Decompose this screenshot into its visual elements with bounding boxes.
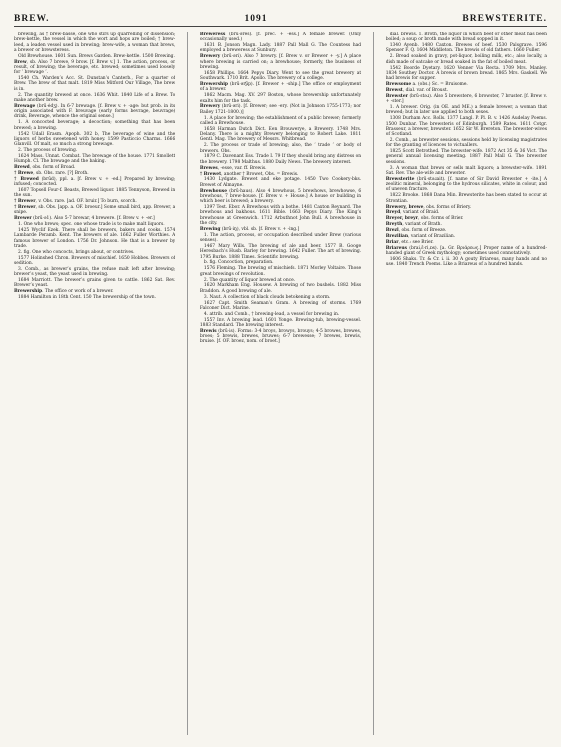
headword: Brewes xyxy=(199,165,218,171)
entry-text xyxy=(200,233,361,244)
headword: Brezl xyxy=(385,228,399,234)
entry-text xyxy=(386,54,547,65)
entry-text xyxy=(14,76,175,92)
entry-text xyxy=(386,193,547,204)
headword: Brewership xyxy=(14,289,43,295)
headword: Brewery xyxy=(199,54,221,60)
entry-text xyxy=(200,43,361,54)
headword: Brewst xyxy=(385,87,403,93)
entry-text xyxy=(386,32,547,43)
definition-text: 2. fig. One who concocts, brings about, or contrives. xyxy=(18,249,135,255)
definition-text: 1. A brewer. Orig. (in OE. and ME.) a female brewer, a woman that brewed; but in later use applied to both sexes. xyxy=(385,105,547,116)
definition-text: , another † Browet, Obs. = Brewis. xyxy=(221,171,299,177)
definition-text: 1. A place for brewing; the establishment of a public brewer; formerly called a Brewhouse. xyxy=(199,115,362,126)
definition-text: 1. A concocted beverage; a decoction; something that has been brewed; a brewing. xyxy=(14,120,176,131)
dictionary-entry xyxy=(386,246,547,257)
definition-text: 2. Bread soaked in gravy, pot-liquor, boiling milk, etc.; also locally, a dish made of oatcake or bread soaked in the fat of boiled meat. xyxy=(385,54,547,65)
definition-text: 1879 C. Davenant Ess. Trade I. 79 If they should bring any distress on the brewery. 1798 Malthus. 1880 Daily News. The brewery interest. xyxy=(199,154,362,165)
definition-text: (brū·ėdʒ). In 6-7 brewage. [f. Brew v. + -age: but prob. in its origin associated with F. breuvage (early forms bevrage, beuvrage) drink, Beverage, whence the original sense.] xyxy=(14,103,176,120)
dictionary-entry xyxy=(200,166,361,171)
definition-text: , obs. form of Broad. xyxy=(29,165,76,171)
entry-text xyxy=(14,154,175,165)
text-columns xyxy=(14,32,547,735)
headword: Breyer, breyr xyxy=(385,216,418,222)
dictionary-entry xyxy=(200,32,361,43)
page-number: 1091 xyxy=(244,14,268,24)
dictionary-entry xyxy=(200,104,361,115)
definition-text: 1557 Inv. A brewing lead. 1601 Yonge. Brewing-tub, brewing-vessel. 1883 Standard. The brewing interest. xyxy=(199,317,362,328)
definition-text: , obs. form of Breeze. xyxy=(398,228,447,234)
definition-text: 2. The quantity of liquor brewed at once. xyxy=(203,277,296,283)
entry-text xyxy=(14,120,175,131)
column-middle xyxy=(200,32,361,735)
headword: † Brewer xyxy=(14,199,36,205)
definition-text: , sb. Also 7 brewe, 9 brow. [f. Brew v.] 1. The action, process, or result, of brewing; the beverage, etc. brewed; sometimes used loosely for ‘ brewage ’. xyxy=(14,59,176,76)
dictionary-entry xyxy=(386,205,547,210)
headword: Brewsterite xyxy=(385,176,415,182)
definition-text: (brū·ərės). [f. prec. + -ess.] A female brewer. (Only occasionally used.) xyxy=(199,32,362,43)
definition-text: (brū·iŋ), vbl. sb. [f. Brew v. + -ing.] xyxy=(220,226,300,232)
definition-text: , sb. Obs. [app. a. OF. broeur.] Some small bird, app. Brewer, a snipe. xyxy=(14,205,176,216)
dictionary-entry xyxy=(200,329,361,345)
entry-text xyxy=(200,116,361,127)
entry-text xyxy=(200,154,361,165)
definition-text: , -esse, var. ff. Brewis. xyxy=(217,165,267,171)
entry-text xyxy=(200,71,361,82)
definition-text: dial. brewis. 1. Broth, the liquor in which beef or other meat has been boiled; a soup or broth made with bread sopped in it. xyxy=(385,32,547,43)
definition-text: (brūd), ppl. a. [f. Brew v. + -ed.] Prepared by brewing; infused; concocted. xyxy=(14,176,176,188)
dictionary-entry xyxy=(386,222,547,227)
entry-text xyxy=(200,295,361,300)
dictionary-entry xyxy=(386,82,547,87)
definition-text: , etc.: see Brier. xyxy=(398,239,434,245)
entry-text xyxy=(386,149,547,165)
definition-text: 1627 Capt. Smith Seaman’s Gram. A brewing of storms. 1769 Falconer Dict. Marine. xyxy=(199,300,362,311)
headword: † Brewed xyxy=(14,176,39,182)
dictionary-entry xyxy=(386,94,547,105)
headword: † Brewer xyxy=(14,205,36,211)
entry-text xyxy=(386,116,547,137)
definition-text: . The office or work of a brewer. xyxy=(42,289,114,295)
definition-text: 1425 Wyclif Ezek. There shall be brewers, bakers and cooks. 1574 Lambarde Peramb. Kent. The brewers of ale. 1662 Fuller Worthies. A famous brewer of London. 1756 Dr. Johnson. He that is a brewer by trade. xyxy=(14,228,176,249)
definition-text: 1577 Holinshed Chron. Brewers of mischief. 1650 Hobbes. Brewers of sedition. xyxy=(14,255,176,267)
headword: Brewd xyxy=(14,165,30,171)
entry-text xyxy=(14,250,175,255)
page-header xyxy=(14,12,547,27)
entry-text xyxy=(200,177,361,188)
definition-text: 1607 Topsell Four-f. Beasts, Brewed liquor. 1885 Tennyson, Brewed in the sun. xyxy=(14,188,176,199)
header-left-guideword: BREW. xyxy=(14,14,50,24)
definition-text: 3. A woman that brews or sells malt liquors; a brewster-wife. 1891 Sat. Rev. The ale-wife and brewster. xyxy=(385,165,547,176)
definition-text: 1658 Harman Dutch Dict. Een Brouwerye, a Brewery. 1748 Mrs. Delany. There is a mighty Brewery belonging to Robert Lake. 1811 Gentl. Mag. The brewery of Messrs. Whitbread. xyxy=(199,126,362,143)
entry-text xyxy=(14,295,175,300)
definition-text: 1308 Durham Acc. Rolls. 1377 Langl. P. Pl. B. v. 1426 Audelay Poems. 1500 Dunbar. The brewsteris of Edinburgh. 1589 Rates. 1611 Cotgr. Brasseur, a brewer, brewster. 1652 Sir W. Brereton. The brewster-wives of Scotland. xyxy=(385,116,547,138)
dictionary-entry xyxy=(200,227,361,232)
definition-text: (brū·stəɹ). Also 5 brewstere, 6 browster, 7 bruster. [f. Brew v. + -ster.] xyxy=(385,93,547,105)
definition-text: 1825 Scott Betrothed. The brewster-wife. 1872 Act 35 & 36 Vict. The general annual licensing meeting. 1887 Pall Mall G. The brewster sessions. xyxy=(385,149,547,165)
header-right-guideword: BREWSTERITE. xyxy=(462,14,547,24)
definition-text: 1397 Test. Ebor. A Brewhous with a bothe. 1481 Caxton Reynard. The brewhous and bakhous. 1611 Bible. 1663 Pepys Diary. The King’s brewhouse at Greenwich. 1712 Arbuthnot John Bull. A brewhouse in the city. xyxy=(199,205,362,226)
entry-text xyxy=(14,32,175,53)
definition-text: 1467 Mary Wills. The brewing of ale and beer. 1577 B. Googe Heresbach’s Husb. Barley for brewing. 1642 Fuller. The art of brewing. 1795 Burke. 1888 Times. Scientific brewing. xyxy=(199,243,362,260)
dictionary-entry xyxy=(200,189,361,205)
dictionary-entry xyxy=(14,104,175,120)
definition-text: 3. Comb., as brewer’s grains, the refuse malt left after brewing; brewer’s yeast, the yeast used in brewing. xyxy=(14,266,176,278)
dictionary-entry xyxy=(200,54,361,70)
definition-text: , dial. var. of Broust. xyxy=(402,87,449,93)
definition-text: brewing, as † brew-basse, one who stirs up quarrelling or dissension; brew-kettle, the vessel in which the wort and hops are boiled; † brew-leed, a leaden vessel used in brewing; brew-wife, a woman that brews, a brewer or brewsteress. xyxy=(14,32,176,53)
definition-text: (brū·haus). Also 4 brewhous, 5 brewhows, brewhowse, 6 brewhous, 7 brew-house. [f. Brew v. + House.] A house or building in which beer is brewed; a brewery. xyxy=(199,188,362,205)
definition-text: , obs. forms of Briery. xyxy=(423,204,472,210)
dictionary-entry xyxy=(386,177,547,193)
definition-text: 1862 Macm. Mag. XV. 297 Boston, whose brewership unfortunately exalts him for the task. xyxy=(199,93,362,104)
definition-text: (brū·ə1). Also 5-7 brewar, 4 brewere. [f. Brew v. + -er.] xyxy=(31,216,155,222)
headword: Breyth xyxy=(385,222,403,228)
dictionary-entry xyxy=(14,289,175,294)
headword: Brewery, brewe xyxy=(385,204,424,210)
entry-text xyxy=(200,278,361,283)
definition-text: 2. The quantity brewed at once. 1636 Whit. 1840 Life of a Brew. To make another brew. xyxy=(14,92,176,103)
definition-text: 1631 B. Jonson Magn. Lady. 1887 Pall Mall G. The Countess had employed a breweress at Sunbury. xyxy=(199,43,362,54)
definition-text: 3. Naut. A collection of black clouds betokening a storm. xyxy=(203,294,331,300)
definition-text: , sb. Obs. rare. [?] Broth. xyxy=(33,170,89,176)
definition-text: , obs. forms of Brier. xyxy=(417,216,464,222)
entry-text xyxy=(386,66,547,82)
definition-text: (brū·ərʃip). [f. Brewer + -ship.] The office or employment of a brewer. xyxy=(199,82,362,93)
headword: Brewster xyxy=(385,93,408,99)
definition-text: b. fig. Concoction, preparation. xyxy=(203,260,274,266)
definition-text: 2. Comb., as brewster sessions, sessions held by licensing magistrates for the granting of licences to victuallers. xyxy=(385,137,547,149)
definition-text: (brai,ɛ̄·ri,ɒs). [a. Gr. Βριάρεως.] Proper name of a hundred-handed giant of Greek mythology; sometimes used connotatively. xyxy=(385,245,547,257)
entry-text xyxy=(200,93,361,104)
definition-text: 1624 Mass. Unnat. Combat. The brewage of the house. 1771 Smollett Humph. Cl. The brewage and the baking. xyxy=(14,153,176,165)
definition-text: 2. The process or trade of brewing; also, the ‘ trade ’ or body of brewers. Obs. xyxy=(199,143,362,154)
dictionary-entry xyxy=(14,199,175,204)
column-divider xyxy=(187,32,188,735)
dictionary-entry xyxy=(14,60,175,76)
headword: Brewership xyxy=(199,82,228,88)
definition-text: 1542 Udall Erasm. Apoph. 302 b, The beverage of wine and the liquors of herbs sweetened with honey. 1599 Pasticcio Charms. 1666 Glanvill. Of malt, so much a strong brewage. xyxy=(14,131,176,148)
definition-text: Old Brewhouse. 1601 Sun. Brews Garden. Brew-kettle. 1500 Brewing. xyxy=(18,53,175,59)
headword: Briar xyxy=(385,239,399,245)
headword: † Brewet xyxy=(199,171,222,177)
definition-text: 1620 Markham Eng. Housew. A brewing of two bushels. 1882 Miss Braddon. A good brewing of ale. xyxy=(199,283,362,294)
entry-text xyxy=(200,312,361,317)
headword: Brew xyxy=(14,59,27,65)
entry-text xyxy=(200,244,361,260)
column-right xyxy=(386,32,547,735)
definition-text: , variant of Braid. xyxy=(400,210,440,216)
definition-text: , variant of Brath. xyxy=(402,222,442,228)
headword: Brewing xyxy=(199,226,221,232)
column-divider xyxy=(373,32,374,735)
definition-text: 1542 Boorde Dyetary. 1620 Venner Via Recta. 1709 Mrs. Manley. 1834 Southey Doctor. A brewis of brown bread. 1865 Mrs. Gaskell. We had brewis for supper. xyxy=(385,65,547,82)
entry-text xyxy=(200,301,361,312)
definition-text: 1430 Lydgate. Brewet and eke potage. 1450 Two Cookery-bks. Brewet of Almayne. xyxy=(199,177,362,188)
entry-text xyxy=(14,256,175,267)
dictionary-entry xyxy=(14,205,175,216)
definition-text: 1658 Phillips. 1664 Pepys Diary. Went to see the great brewery at Southwark. 1710 Brit. Apollo. The brewery of a college. xyxy=(199,70,362,82)
definition-text: , variant of Brazilian. xyxy=(408,233,456,239)
dictionary-entry xyxy=(386,88,547,93)
definition-text: 1576 Fleming. The brewing of mischiefs. 1871 Morley Voltaire. Those great brewings of revolution. xyxy=(199,266,362,277)
definition-text: , v. Obs. rare. [ad. OF. bruir.] To burn, scorch. xyxy=(35,199,137,205)
entry-text xyxy=(200,127,361,143)
definition-text: 1. The action, process, or occupation described under Brew (various senses). xyxy=(199,232,362,244)
entry-text xyxy=(386,166,547,177)
entry-text xyxy=(14,93,175,104)
dictionary-entry xyxy=(386,240,547,245)
dictionary-entry xyxy=(386,216,547,221)
headword: Breyd xyxy=(385,210,401,216)
headword: Brewis xyxy=(199,328,217,334)
entry-text xyxy=(14,132,175,148)
definition-text: 1. One who brews; spec. one whose trade is to make malt liquors. xyxy=(18,222,165,228)
headword: † Brewe xyxy=(14,170,34,176)
definition-text: (brū·stəɹait). [f. name of Sir David Brewster + -ite.] A zeolitic mineral, belonging to the hydrous silicates, white in colour, and of uneven fracture. xyxy=(385,176,547,193)
dictionary-entry xyxy=(200,172,361,177)
entry-text xyxy=(14,278,175,289)
headword: Brewer xyxy=(14,216,32,222)
headword: Breweress xyxy=(199,32,226,37)
dictionary-entry xyxy=(386,210,547,215)
headword: Brewsome xyxy=(385,82,412,88)
headword: Briareus xyxy=(385,245,408,251)
dictionary-entry xyxy=(386,228,547,233)
entry-text xyxy=(14,54,175,59)
entry-text xyxy=(14,267,175,278)
definition-text: 1684 Marriott. The brewer’s grains given to cattle. 1862 Sat. Rev. Brewer’s yeast. xyxy=(14,278,176,289)
entry-text xyxy=(14,148,175,153)
definition-text: (brū·is). Forms: 3-4 broys, browys, brouys; 4-5 browes, brewes, broes; 5 brewis, brewes, bruwes; 6-7 brewesse; 7 brewes, brewis, bruise. [f. OF. broez, nom. of broet.] xyxy=(199,328,362,345)
dictionary-entry xyxy=(14,216,175,221)
dictionary-entry xyxy=(14,171,175,176)
entry-text xyxy=(386,105,547,116)
definition-text: 4. attrib. and Comb., † brewing-lead, a vessel for brewing in. xyxy=(203,311,340,317)
headword: Brezilian xyxy=(385,233,409,239)
entry-text xyxy=(200,318,361,329)
definition-text: 2. The process of brewing. xyxy=(18,147,78,153)
definition-text: 1822 Brooke. 1868 Dana Min. Brewsterite has been stated to occur at Strontian. xyxy=(385,193,547,204)
entry-text xyxy=(386,257,547,268)
column-left xyxy=(14,32,175,735)
entry-text xyxy=(200,266,361,277)
entry-text xyxy=(200,205,361,226)
entry-text xyxy=(14,228,175,249)
entry-text xyxy=(14,222,175,227)
headword: Brewery xyxy=(199,104,221,110)
headword: Brewage xyxy=(14,103,36,109)
definition-text: a. (obs.) Sc. = Bruisome. xyxy=(411,82,468,88)
dictionary-entry xyxy=(386,234,547,239)
definition-text: 1540 Ch. Warden’s Acc. St. Dunstan’s Canterb., For a quarter of Brew. The brew of that malt. 1819 Miss Mitford Our Village, The brew is in. xyxy=(14,76,176,92)
dictionary-entry xyxy=(14,177,175,188)
definition-text: 1340 Ayenb. 1480 Caxton. Brewes of beef. 1530 Palsgrave. 1596 Spenser F. Q. 1604 Middleton. The brewis of old fathers. 1660 Fuller. xyxy=(385,43,547,54)
dictionary-entry xyxy=(200,82,361,93)
definition-text: (brū·əri). [f. Brewer; see -ery. (Not in Johnson 1755-1773; nor Bailey 1721-1800.)] xyxy=(199,104,362,115)
entry-text xyxy=(200,283,361,294)
entry-text xyxy=(386,138,547,149)
dictionary-entry xyxy=(14,165,175,170)
headword: Brewhouse xyxy=(199,188,228,194)
entry-text xyxy=(14,188,175,199)
definition-text: (brū·əri). Also 7 brewry. [f. Brew v. or Brewer + -y.] A place where brewing is carried on; a brewhouse; formerly, the business of brewing. xyxy=(199,54,362,70)
entry-text xyxy=(200,260,361,265)
entry-text xyxy=(200,143,361,154)
entry-text xyxy=(386,43,547,54)
definition-text: 1884 Hamilton in 18th Cent. 150 The brewership of the town. xyxy=(18,295,156,301)
definition-text: 1606 Shaks. Tr. & Cr. i. ii. 30 A gouty Briareus, many hands and no use. 1840 Trench Poems. Like a Briareus of a hundred hands. xyxy=(385,256,547,268)
